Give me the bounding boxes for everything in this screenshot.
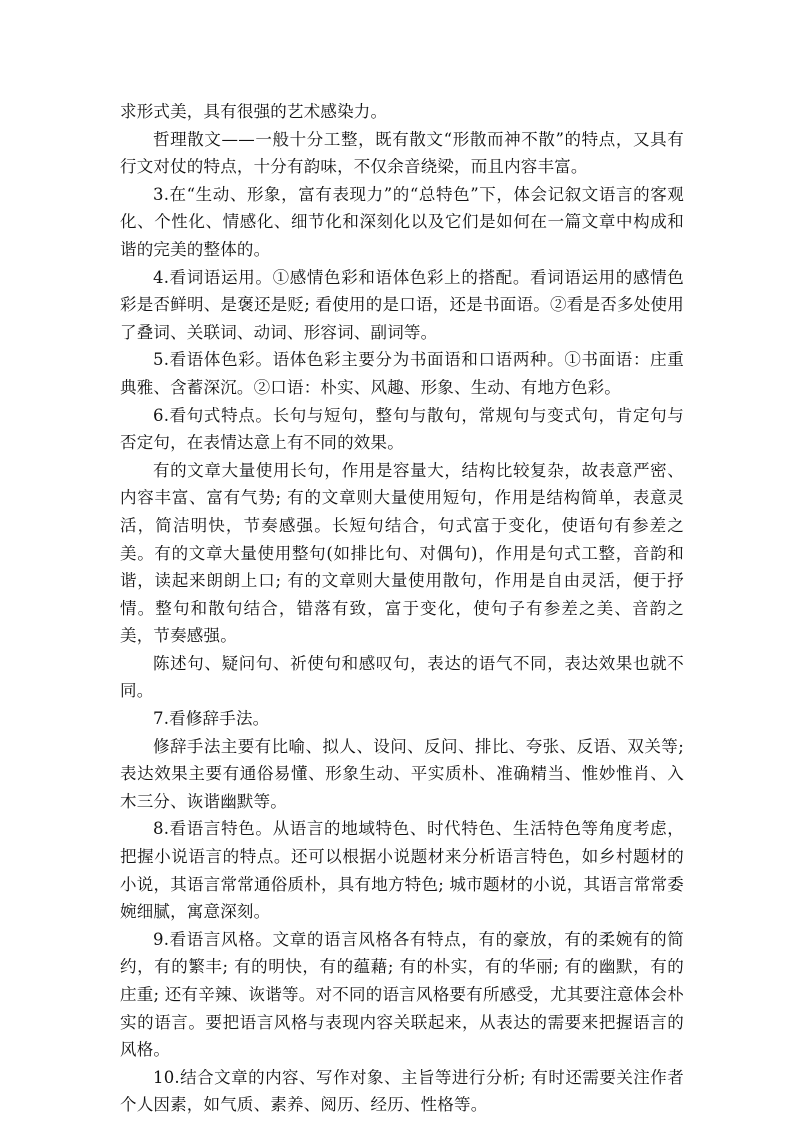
paragraph-item-7: 7.看修辞手法。 [153, 709, 270, 729]
paragraph-item-4: 4.看词语运用。①感情色彩和语体色彩上的搭配。看词语运用的感情色彩是否鲜明、是褒还是贬; 看使用的是口语，还是书面语。②看是否多处使用了叠词、关联词、动词、形容词、副词等。 [120, 267, 684, 342]
paragraph-continuation: 求形式美，具有很强的艺术感染力。 [120, 102, 388, 121]
document-body [120, 98, 684, 1119]
paragraph-philosophical-prose: 哲理散文——一般十分工整，既有散文“形散而神不散”的特点，又具有行文对仗的特点，十分有韵味，不仅余音绕梁，而且内容丰富。 [120, 129, 684, 177]
paragraph-item-3: 3.在“生动、形象，富有表现力”的“总特色”下，体会记叙文语言的客观化、个性化、情感化、细节化和深刻化以及它们是如何在一篇文章中构成和谐的完美的整体的。 [120, 184, 684, 259]
paragraph-sentence-patterns: 有的文章大量使用长句，作用是容量大，结构比较复杂，故表意严密、内容丰富、富有气势; 有的文章则大量使用短句，作用是结构简单，表意灵活，简洁明快，节奏感强。长短句结合，句式富于变化，使语句有参差之美。有的文章大量使用整句(如排比句、对偶句)，作用是句式工整，音韵和谐，读起来朗朗上口; 有的文章则大量使用散句，作用是自由灵活，便于抒情。整句和散句结合，错落有致，富于变化，使句子有参差之美、音韵之美，节奏感强。 [120, 460, 684, 646]
paragraph-sentence-types: 陈述句、疑问句、祈使句和感叹句，表达的语气不同，表达效果也就不同。 [120, 653, 684, 701]
paragraph-item-10: 10.结合文章的内容、写作对象、主旨等进行分析; 有时还需要关注作者个人因素，如气质、素养、阅历、经历、性格等。 [120, 1067, 684, 1115]
paragraph-item-8: 8.看语言特色。从语言的地域特色、时代特色、生活特色等角度考虑，把握小说语言的特点。还可以根据小说题材来分析语言特色，如乡村题材的小说，其语言常常通俗质朴，具有地方特色; 城市题材的小说，其语言常常委婉细腻，寓意深刻。 [120, 819, 684, 922]
paragraph-item-6: 6.看句式特点。长句与短句，整句与散句，常规句与变式句，肯定句与否定句，在表情达意上有不同的效果。 [120, 405, 684, 453]
paragraph-rhetoric: 修辞手法主要有比喻、拟人、设问、反问、排比、夸张、反语、双关等; 表达效果主要有通俗易懂、形象生动、平实质朴、准确精当、惟妙惟肖、入木三分、诙谐幽默等。 [120, 736, 684, 811]
paragraph-item-5: 5.看语体色彩。语体色彩主要分为书面语和口语两种。①书面语：庄重典雅、含蓄深沉。②口语：朴实、风趣、形象、生动、有地方色彩。 [120, 350, 684, 397]
paragraph-item-9: 9.看语言风格。文章的语言风格各有特点，有的豪放，有的柔婉有的简约，有的繁丰; 有的明快，有的蕴藉; 有的朴实，有的华丽; 有的幽默，有的庄重; 还有辛辣、诙谐等。对不同的语言风格要有所感受，尤其要注意体会朴实的语言。要把语言风格与表现内容关联起来，从表达的需要来把握语言的风格。 [120, 929, 684, 1060]
